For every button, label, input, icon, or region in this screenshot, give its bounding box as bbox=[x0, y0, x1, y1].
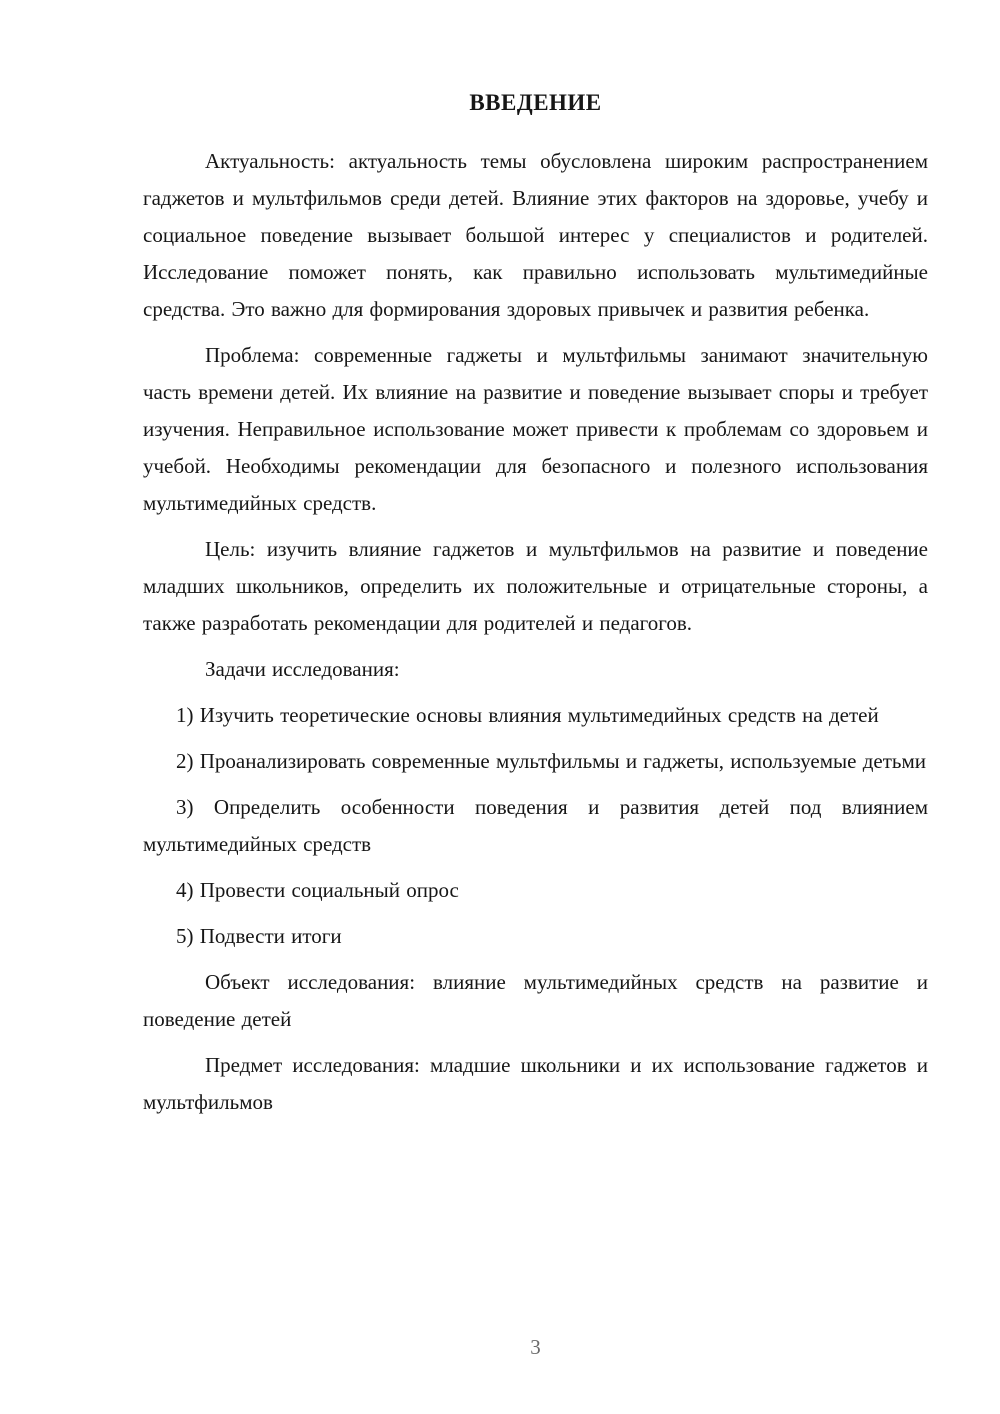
page-number: 3 bbox=[530, 1335, 541, 1359]
task-list-item: 1) Изучить теоретические основы влияния мультимедийных средств на детей bbox=[176, 703, 879, 727]
task-list-item: 3) Определить особенности поведения и развития детей под влиянием мультимедийных средств bbox=[143, 795, 928, 856]
paragraph: Проблема: современные гаджеты и мультфильмы занимают значительную часть времени детей. Их влияние на развитие и поведение вызывает споры и требует изучения. Неправильное использование может привести к проблемам со здоровьем и учебой. Необходимы рекомендации для безопасного и полезного использования мультимедийных средств. bbox=[143, 343, 928, 515]
paragraph: Задачи исследования: bbox=[205, 657, 400, 681]
page-title: ВВЕДЕНИЕ bbox=[469, 90, 602, 115]
paragraph: Цель: изучить влияние гаджетов и мультфильмов на развитие и поведение младших школьников, определить их положительные и отрицательные стороны, а также разработать рекомендации для родителей и педагогов. bbox=[143, 537, 928, 635]
paragraph: Объект исследования: влияние мультимедийных средств на развитие и поведение детей bbox=[143, 970, 928, 1031]
paragraph: Актуальность: актуальность темы обусловлена широким распространением гаджетов и мультфильмов среди детей. Влияние этих факторов на здоровье, учебу и социальное поведение вызывает большой интерес у специалистов и родителей. Исследование поможет понять, как правильно использовать мультимедийные средства. Это важно для формирования здоровых привычек и развития ребенка. bbox=[143, 149, 928, 321]
task-list-item: 2) Проанализировать современные мультфильмы и гаджеты, используемые детьми bbox=[176, 749, 926, 773]
paragraph: Предмет исследования: младшие школьники и их использование гаджетов и мультфильмов bbox=[143, 1053, 928, 1114]
task-list-item: 5) Подвести итоги bbox=[176, 924, 342, 948]
paragraph-container bbox=[143, 143, 928, 1121]
task-list-item: 4) Провести социальный опрос bbox=[176, 878, 459, 902]
